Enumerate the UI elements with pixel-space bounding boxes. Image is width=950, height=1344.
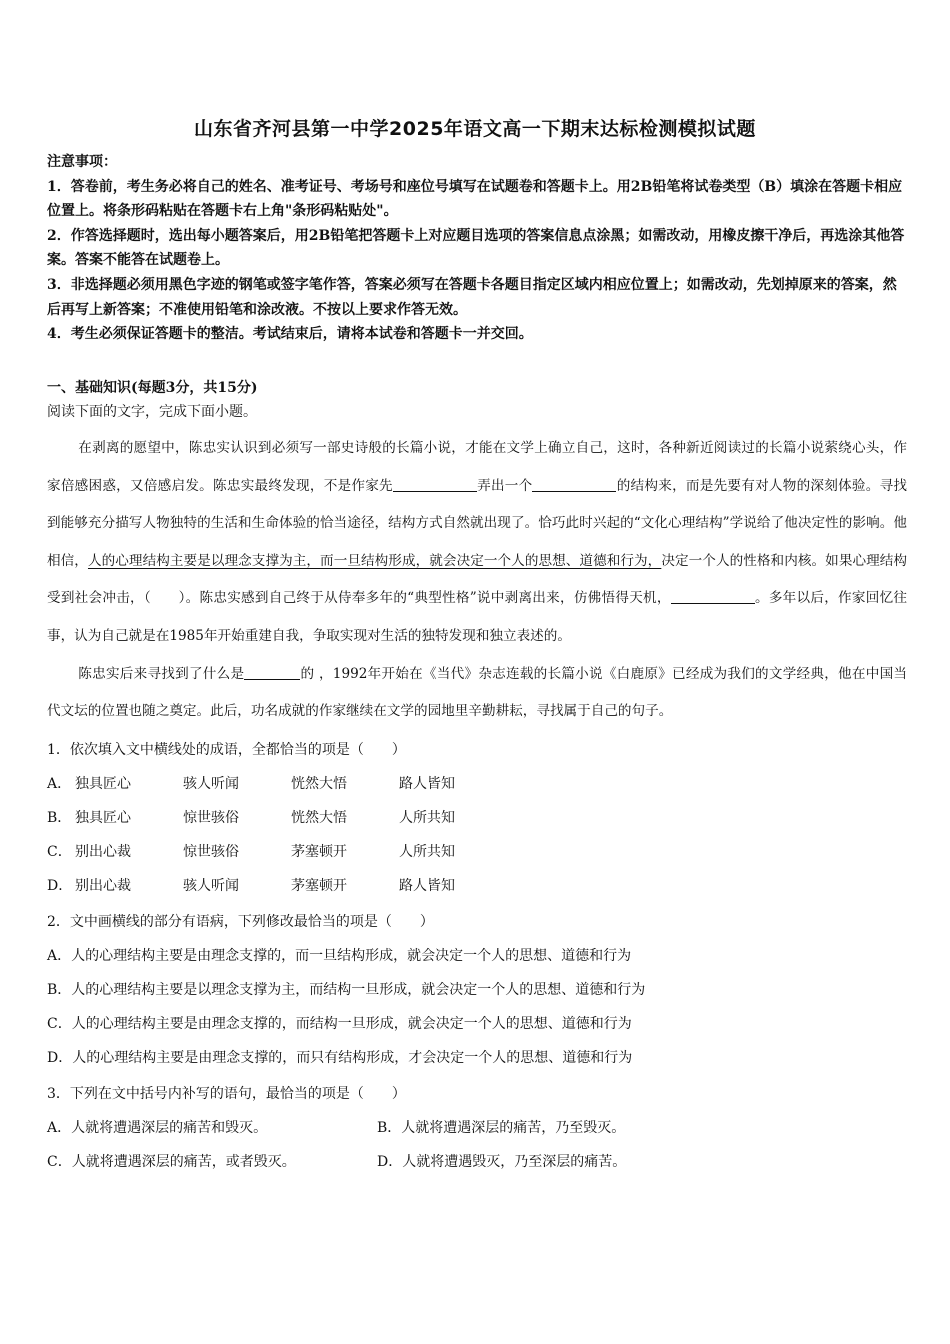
option-word: 惊世骇俗: [183, 809, 239, 826]
question-3-option-a: A．人就将遭遇深层的痛苦和毁灭。: [47, 1119, 268, 1136]
passage-text: 的 ，1992年开始在《当代》杂志连载的长篇小说《白鹿原》已经成为我们的文学经典，他在中国当代文坛的位置也随之奠定。此后，功名成就的作家继续在文学的园地里辛勤耕耘，寻找属于自己的句子。: [47, 665, 908, 720]
notice-heading: 注意事项：: [47, 154, 117, 170]
option-word: 人所共知: [399, 843, 455, 860]
option-word: 独具匠心: [75, 775, 131, 792]
underlined-sentence: 人的心理结构主要是以理念支撑为主，而一旦结构形成，就会决定一个人的思想、道德和行为，: [87, 552, 662, 569]
option-word: 茅塞顿开: [291, 843, 347, 860]
question-3-options-row-2: [47, 1145, 907, 1179]
option-letter: D．: [47, 877, 73, 894]
question-2-stem: 2．文中画横线的部分有语病，下列修改最恰当的项是（ ）: [47, 913, 434, 930]
option-letter: C．: [47, 843, 72, 860]
passage-paragraph-1: [47, 430, 907, 656]
option-word: 恍然大悟: [291, 775, 347, 792]
notice-item-2: 2．作答选择题时，选出每小题答案后，用2B铅笔把答题卡上对应题目选项的答案信息点涂黑；如需改动，用橡皮擦干净后，再选涂其他答案。答案不能答在试题卷上。: [47, 227, 905, 269]
question-2-option-d: D．人的心理结构主要是由理念支撑的，而只有结构形成，才会决定一个人的思想、道德和行为: [47, 1049, 633, 1066]
option-letter: A．: [47, 775, 72, 792]
question-2-option-a: A．人的心理结构主要是由理念支撑的，而一旦结构形成，就会决定一个人的思想、道德和行为: [47, 947, 632, 964]
question-1: [47, 733, 907, 903]
question-2-option-c: C．人的心理结构主要是由理念支撑的，而结构一旦形成，就会决定一个人的思想、道德和行为: [47, 1015, 632, 1032]
option-word: 路人皆知: [399, 775, 455, 792]
section-heading: 一、基础知识(每题3分，共15分): [47, 380, 258, 396]
passage-text: 决定一个人的性格和内核。如果心理结构受到社会冲击，（ ）。陈忠实感到自己终于从侍奉多年的“典型性格”说中剥离出来，仿佛悟得天机，: [47, 552, 908, 607]
fill-blank-4: [244, 665, 300, 680]
notice-item-1: 1．答卷前，考生务必将自己的姓名、准考证号、考场号和座位号填写在试题卷和答题卡上。用2B铅笔将试卷类型（B）填涂在答题卡相应位置上。将条形码粘贴在答题卡右上角"条形码粘贴处"。: [47, 178, 903, 220]
option-word: 别出心裁: [75, 877, 131, 894]
option-word: 路人皆知: [399, 877, 455, 894]
option-word: 恍然大悟: [291, 809, 347, 826]
notice-item-4: 4．考生必须保证答题卡的整洁。考试结束后，请将本试卷和答题卡一并交回。: [47, 326, 533, 343]
question-2-option-b: B．人的心理结构主要是以理念支撑为主，而结构一旦形成，就会决定一个人的思想、道德和行为: [47, 981, 646, 998]
question-3-option-b: B．人就将遭遇深层的痛苦，乃至毁灭。: [377, 1119, 626, 1136]
passage-paragraph-2: [47, 656, 907, 731]
question-3-option-d: D．人就将遭遇毁灭，乃至深层的痛苦。: [377, 1153, 627, 1170]
passage-text: 。多年以后，作家回忆往事，认为自己就是在1985年开始重建自我，争取实现对生活的独特发现和独立表述的。: [47, 590, 908, 644]
notice-block: [47, 150, 907, 347]
question-1-option-a: [47, 767, 907, 801]
option-word: 茅塞顿开: [291, 877, 347, 894]
passage-text: 弄出一个: [476, 477, 533, 494]
page-title: 山东省齐河县第一中学2025年语文高一下期末达标检测模拟试题: [194, 118, 756, 140]
section-intro: 阅读下面的文字，完成下面小题。: [47, 404, 257, 420]
question-3-option-c: C．人就将遭遇深层的痛苦，或者毁灭。: [47, 1153, 296, 1170]
option-word: 人所共知: [399, 809, 455, 826]
option-word: 独具匠心: [75, 809, 131, 826]
question-3-options-row-1: [47, 1111, 907, 1145]
question-2: [47, 905, 907, 1075]
passage-text: 陈忠实后来寻找到了什么是: [78, 665, 245, 682]
question-1-option-c: [47, 835, 907, 869]
fill-blank-2: [532, 477, 616, 492]
option-word: 惊世骇俗: [183, 843, 239, 860]
question-3: [47, 1077, 907, 1179]
fill-blank-1: [393, 477, 477, 492]
question-1-option-b: [47, 801, 907, 835]
question-3-stem: 3．下列在文中括号内补写的语句，最恰当的项是（ ）: [47, 1085, 406, 1102]
passage-text: 的结构来，而是先要有对人物的深刻体验。寻找到能够充分描写人物独特的生活和生命体验的恰当途径，结构方式自然就出现了。恰巧此时兴起的“文化心理结构”学说给了他决定性的影响。他相信，: [47, 477, 908, 569]
notice-item-3: 3．非选择题必须用黑色字迹的钢笔或签字笔作答，答案必须写在答题卡各题目指定区域内相应位置上；如需改动，先划掉原来的答案，然后再写上新答案；不准使用铅笔和涂改液。不按以上要求作答无效。: [47, 276, 897, 318]
option-word: 别出心裁: [75, 843, 131, 860]
option-letter: B．: [47, 809, 72, 826]
question-1-option-d: [47, 869, 907, 903]
option-word: 骇人听闻: [183, 775, 239, 792]
question-section: [47, 376, 907, 1179]
question-1-stem: 1．依次填入文中横线处的成语，全都恰当的项是（ ）: [47, 741, 406, 758]
reading-passage: [47, 430, 907, 731]
passage-text: 在剥离的愿望中，陈忠实认识到必须写一部史诗般的长篇小说，才能在文学上确立自己，这时，各种新近阅读过的长篇小说萦绕心头，作家倍感困惑，又倍感启发。陈忠实最终发现，不是作家先: [47, 440, 907, 494]
fill-blank-3: [671, 590, 755, 605]
option-word: 骇人听闻: [183, 877, 239, 894]
